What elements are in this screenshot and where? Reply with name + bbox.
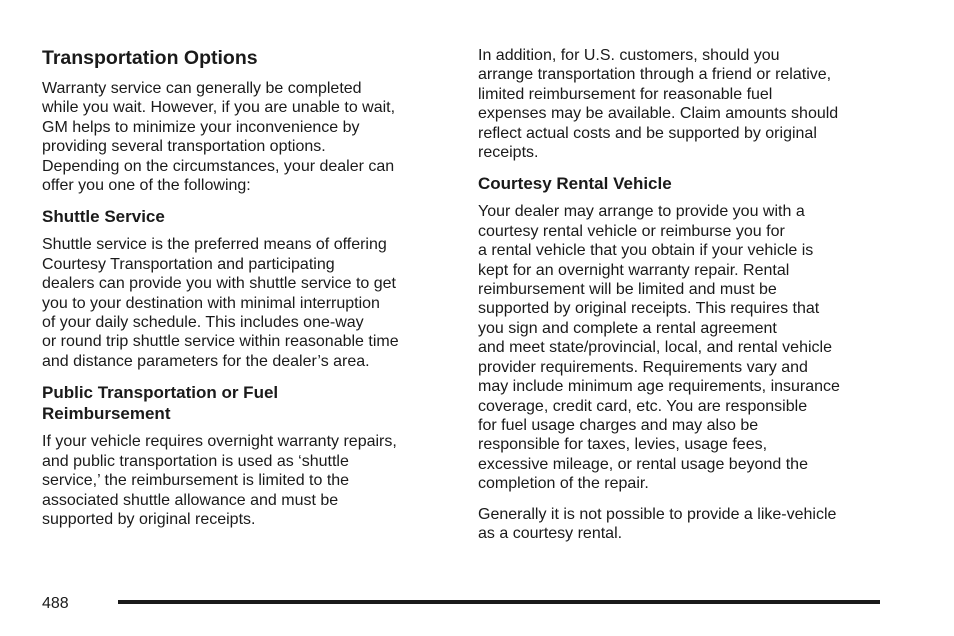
- text-line: reimbursement will be limited and must be: [478, 281, 777, 299]
- addition-paragraph: [478, 46, 888, 162]
- text-line: courtesy rental vehicle or reimburse you for: [478, 222, 785, 240]
- text-line: you to your destination with minimal interruption: [42, 294, 380, 312]
- text-line: Your dealer may arrange to provide you with a: [478, 203, 805, 221]
- public-transportation-paragraph: [42, 432, 452, 529]
- text-line: responsible for taxes, levies, usage fees,: [478, 436, 768, 454]
- text-line: reflect actual costs and be supported by original: [478, 124, 817, 142]
- text-line: supported by original receipts.: [42, 510, 256, 528]
- text-line: Shuttle service is the preferred means of offering: [42, 236, 387, 254]
- text-line: and public transportation is used as ‘shuttle: [42, 452, 349, 470]
- text-line: Generally it is not possible to provide a like-vehicle: [478, 505, 837, 523]
- intro-paragraph: [42, 79, 452, 195]
- text-line: coverage, credit card, etc. You are responsible: [478, 397, 808, 415]
- text-line: providing several transportation options.: [42, 138, 326, 156]
- text-line: while you wait. However, if you are unable to wait,: [42, 99, 396, 117]
- generally-paragraph: [478, 505, 888, 544]
- text-line: of your daily schedule. This includes one-way: [42, 314, 364, 332]
- text-line: limited reimbursement for reasonable fuel: [478, 85, 773, 103]
- text-line: arrange transportation through a friend or relative,: [478, 66, 832, 84]
- text-line: completion of the repair.: [478, 475, 649, 493]
- text-line: or round trip shuttle service within reasonable time: [42, 333, 399, 351]
- left-column: [42, 46, 452, 540]
- text-line: and meet state/provincial, local, and rental vehicle: [478, 339, 832, 357]
- text-line: dealers can provide you with shuttle service to get: [42, 275, 396, 293]
- text-line: Depending on the circumstances, your dealer can: [42, 157, 395, 175]
- text-line: If your vehicle requires overnight warranty repairs,: [42, 433, 397, 451]
- page-number: 488: [42, 595, 69, 612]
- text-line: kept for an overnight warranty repair. Rental: [478, 261, 790, 279]
- heading-line: Reimbursement: [42, 404, 171, 424]
- right-column: [478, 46, 888, 554]
- subheading-public-transportation: [42, 382, 452, 424]
- section-heading-transportation-options: Transportation Options: [42, 47, 258, 69]
- subheading-shuttle-service: Shuttle Service: [42, 207, 165, 227]
- text-line: GM helps to minimize your inconvenience by: [42, 118, 360, 136]
- text-line: excessive mileage, or rental usage beyond the: [478, 455, 808, 473]
- subheading-courtesy-rental-vehicle: Courtesy Rental Vehicle: [478, 174, 672, 194]
- shuttle-paragraph: [42, 235, 452, 371]
- courtesy-rental-paragraph: [478, 202, 888, 493]
- text-line: as a courtesy rental.: [478, 524, 623, 542]
- text-line: a rental vehicle that you obtain if your vehicle is: [478, 242, 814, 260]
- text-line: Courtesy Transportation and participating: [42, 255, 335, 273]
- text-line: receipts.: [478, 144, 539, 162]
- text-line: may include minimum age requirements, insurance: [478, 378, 840, 396]
- text-line: and distance parameters for the dealer’s area.: [42, 352, 370, 370]
- heading-line: Public Transportation or Fuel: [42, 383, 279, 403]
- text-line: service,’ the reimbursement is limited to the: [42, 472, 350, 490]
- text-line: you sign and complete a rental agreement: [478, 319, 777, 337]
- text-line: Warranty service can generally be completed: [42, 80, 362, 97]
- text-line: offer you one of the following:: [42, 177, 251, 195]
- text-line: provider requirements. Requirements vary and: [478, 358, 808, 376]
- footer-rule: [118, 600, 880, 604]
- text-line: supported by original receipts. This requires that: [478, 300, 820, 318]
- text-line: In addition, for U.S. customers, should you: [478, 47, 780, 64]
- text-line: for fuel usage charges and may also be: [478, 416, 759, 434]
- text-line: expenses may be available. Claim amounts should: [478, 105, 839, 123]
- text-line: associated shuttle allowance and must be: [42, 491, 339, 509]
